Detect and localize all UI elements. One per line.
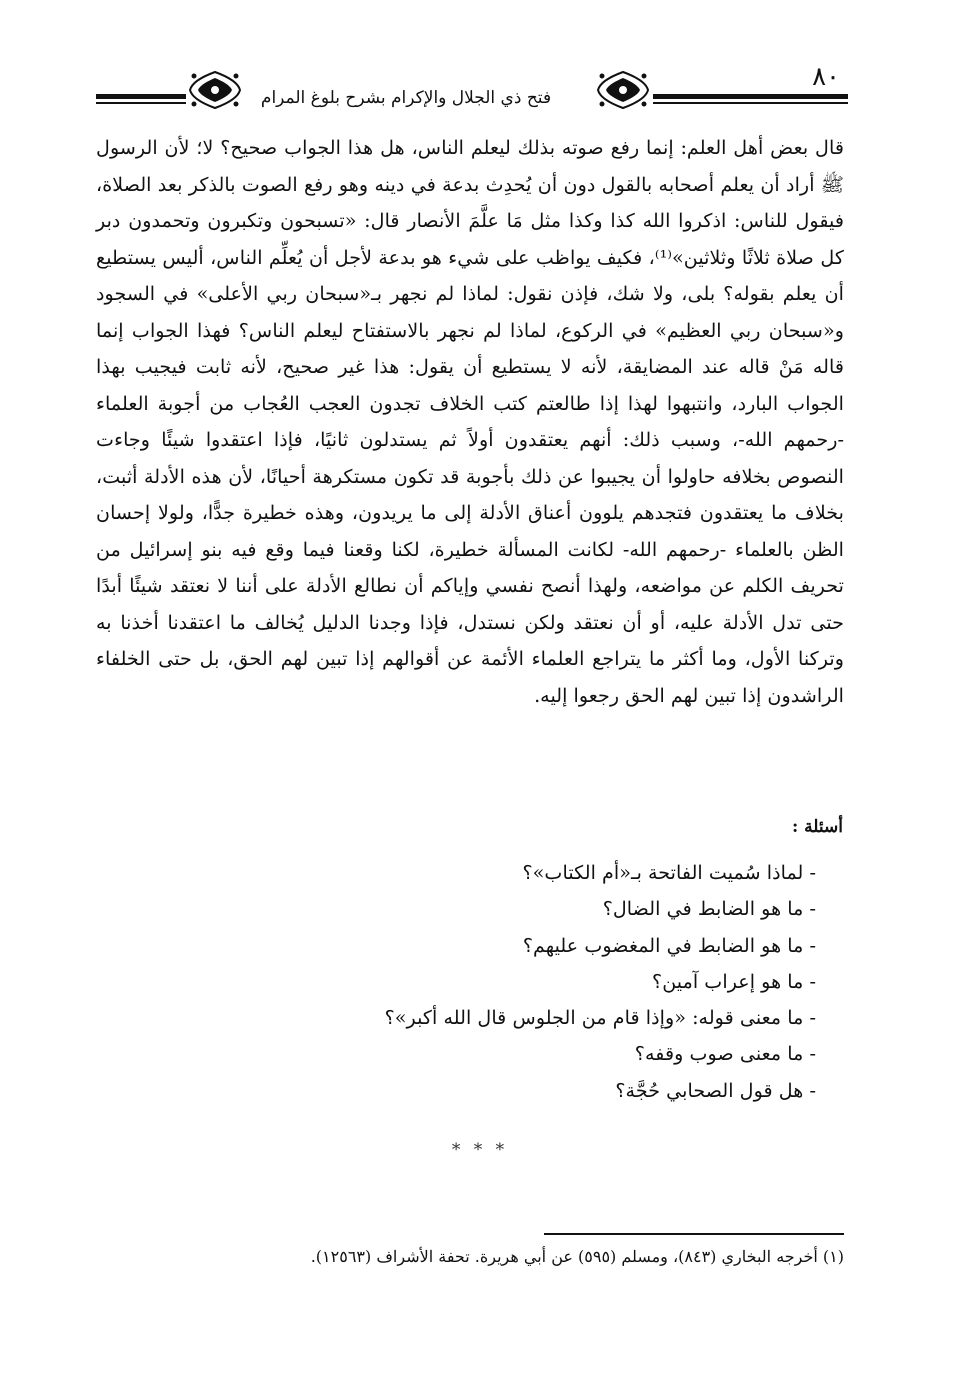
questions-list <box>385 855 816 1109</box>
header-rule-right-thin <box>653 102 848 104</box>
question-item: - ما معنى قوله: «وإذا قام من الجلوس قال الله أكبر»؟ <box>384 1006 816 1030</box>
body-paragraph: قال بعض أهل العلم: إنما رفع صوته بذلك ليعلم الناس، هل هذا الجواب صحيح؟ لا؛ لأن الرسول ﷺ أراد أن يعلم أصحابه بالقول دون أن يُحدِث بدعة في دينه وهو رفع الصوت بالذكر بعد الصلاة، فيقول للناس: اذكروا الله كذا وكذا مثل مَا علَّمَ الأنصار قال: «تسبحون وتكبرون وتحمدون دبر كل صلاة ثلاثًا وثلاثين»⁽¹⁾، فكيف يواظب على شيء هو بدعة لأجل أن يُعلِّم الناس، أليس يستطيع أن يعلم بقوله؟ بلى، ولا شك، فإذن نقول: لماذا لم نجهر بـ«سبحان ربي الأعلى» في السجود و«سبحان ربي العظيم» في الركوع، لماذا لم نجهر بالاستفتاح ليعلم الناس؟ فهذا الجواب إنما قاله مَنْ قاله عند المضايقة، لأنه لا يستطيع أن يقول: هذا غير صحيح، لأنه ثابت فيجيب بهذا الجواب البارد، وانتبهوا لهذا إذا طالعتم كتب الخلاف تجدون العجب العُجاب من أجوبة العلماء -رحمهم الله-، وسبب ذلك: أنهم يعتقدون أولاً ثم يستدلون ثانيًا، فإذا اعتقدوا شيئًا وجاءت النصوص بخلافه حاولوا أن يجيبوا عن ذلك بأجوبة قد تكون مستكرهة أحيانًا، لأن هذه الأدلة أثبت، بخلاف ما يعتقدون فتجدهم يلوون أعناق الأدلة إلى ما يريدون، وهذه خطيرة جدًّا، ولولا إحسان الظن بالعلماء -رحمهم الله- لكانت المسألة خطيرة، لكنا وقعنا فيما وقع فيه بنو إسرائيل من تحريف الكلم عن مواضعه، ولهذا أنصح نفسي وإياكم أن نطالع الأدلة على أننا لا نعتقد شيئًا أبدًا حتى تدل الأدلة عليه، أو أن نعتقد ولكن نستدل، فإذا وجدنا الدليل يُخالف ما اعتقدنا أخذنا به وتركنا الأول، وما أكثر ما يتراجع العلماء الأئمة عن أقوالهم إذا تبين لهم الحق، بل حتى الخلفاء الراشدون إذا تبين لهم الحق رجعوا إليه. <box>96 136 844 707</box>
header-rule-left <box>96 94 186 99</box>
question-item: - ما هو الضابط في الضال؟ <box>602 897 816 921</box>
header-rule-left-thin <box>96 102 186 104</box>
section-separator: * * * <box>451 1140 509 1160</box>
question-item: - ما هو إعراب آمين؟ <box>652 969 816 993</box>
questions-title: أسئلة : <box>791 817 843 837</box>
ornament-right-icon <box>594 68 652 112</box>
running-title: فتح ذي الجلال والإكرام بشرح بلوغ المرام <box>260 88 552 108</box>
header-rule-right <box>653 94 848 99</box>
page-number: ٨٠ <box>812 62 840 92</box>
footnote: (١) أخرجه البخاري (٨٤٣)، ومسلم (٥٩٥) عن أبي هريرة. تحفة الأشراف (١٢٥٦٣). <box>310 1247 844 1266</box>
question-item: - هل قول الصحابي حُجَّة؟ <box>615 1078 816 1102</box>
body-text <box>96 130 844 714</box>
question-item: - ما هو الضابط في المغضوب عليهم؟ <box>522 933 816 957</box>
page-header <box>96 60 848 120</box>
question-item: - ما معنى صوب وقفه؟ <box>634 1042 816 1066</box>
ornament-left-icon <box>186 68 244 112</box>
footnote-rule <box>544 1233 844 1235</box>
question-item: - لماذا سُميت الفاتحة بـ«أم الكتاب»؟ <box>522 861 816 884</box>
